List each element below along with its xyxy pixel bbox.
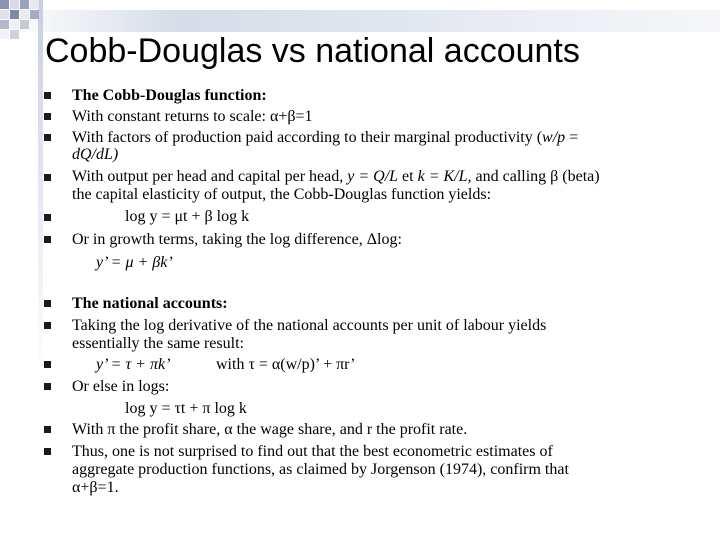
marginal-productivity-text-cont: dQ/dL)	[72, 146, 119, 163]
bullet-icon	[44, 448, 51, 455]
bullet-icon	[44, 214, 51, 221]
equation-accounts-log: log y = τt + π log k	[125, 400, 247, 417]
logs-text: Or else in logs:	[72, 378, 170, 395]
marginal-productivity-text: With factors of production paid according to their marginal productivity (w/p =	[72, 129, 579, 146]
per-head-text: With output per head and capital per head, y = Q/L et k = K/L, and calling β (beta)	[72, 168, 600, 185]
profit-share-text: With π the profit share, α the wage share, and r the profit rate.	[72, 421, 468, 438]
bullet-icon	[44, 134, 51, 141]
slide-title: Cobb-Douglas vs national accounts	[45, 32, 580, 70]
bullet-icon	[44, 174, 51, 181]
bullet-icon	[44, 426, 51, 433]
bullet-icon	[44, 236, 51, 243]
left-accent-bar	[38, 0, 43, 540]
equation-growth-form: y’ = μ + βk’	[96, 254, 173, 271]
conclusion-text-end: α+β=1.	[72, 479, 119, 496]
bullet-icon	[44, 383, 51, 390]
cobb-douglas-heading: The Cobb-Douglas function:	[72, 87, 267, 104]
equation-log-form: log y = μt + β log k	[125, 208, 250, 225]
log-derivative-text: Taking the log derivative of the national accounts per unit of labour yields	[72, 317, 547, 334]
bullet-icon	[44, 322, 51, 329]
constant-returns-text: With constant returns to scale: α+β=1	[72, 108, 313, 125]
conclusion-text-cont: aggregate production functions, as claimed by Jorgenson (1974), confirm that	[72, 461, 569, 478]
growth-terms-text: Or in growth terms, taking the log difference, Δlog:	[72, 231, 402, 248]
equation-accounts-growth: y’ = τ + πk’	[96, 356, 171, 373]
bullet-icon	[44, 300, 51, 307]
national-accounts-heading: The national accounts:	[72, 295, 228, 312]
bullet-icon	[44, 92, 51, 99]
bullet-icon	[44, 361, 51, 368]
conclusion-text: Thus, one is not surprised to find out that the best econometric estimates of	[72, 443, 553, 460]
bullet-icon	[44, 113, 51, 120]
equation-accounts-definition: with τ = α(w/p)’ + πr’	[216, 356, 356, 373]
log-derivative-text-cont: essentially the same result:	[72, 335, 244, 352]
title-band	[0, 10, 720, 32]
per-head-text-cont: the capital elasticity of output, the Cobb-Douglas function yields:	[72, 186, 492, 203]
